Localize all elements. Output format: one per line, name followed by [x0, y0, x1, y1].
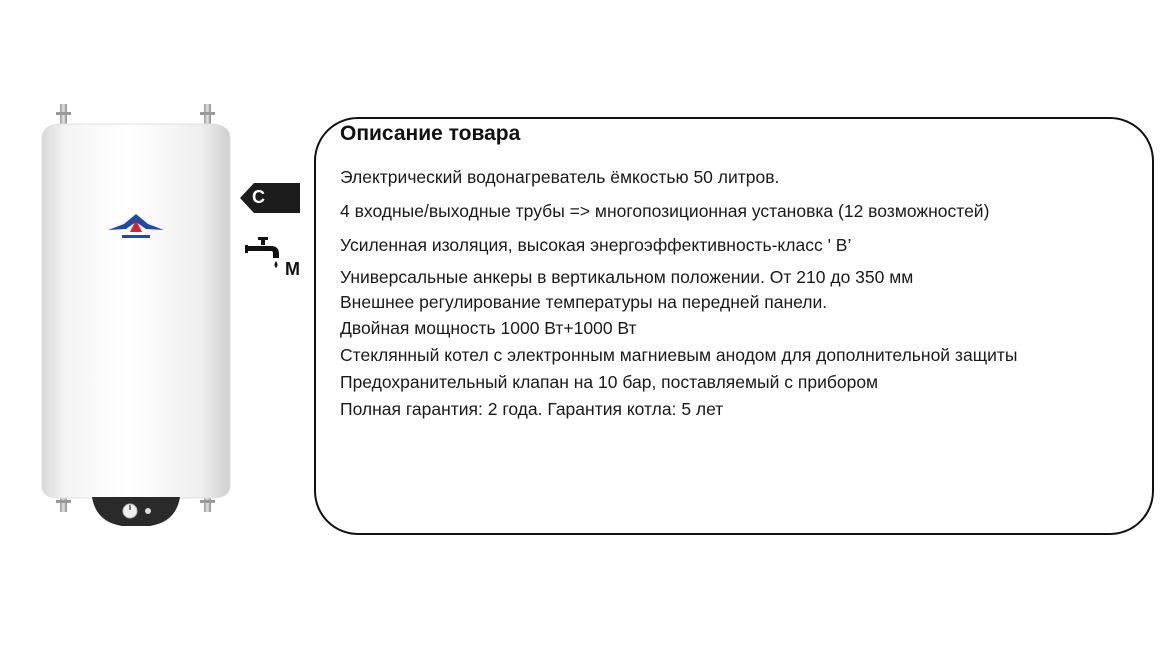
control-panel	[92, 497, 180, 526]
description-line: Усиленная изоляция, высокая энергоэффективность-класс ' B’	[340, 235, 852, 255]
tap-size-label: M	[285, 259, 300, 279]
description-line: Двойная мощность 1000 Вт+1000 Вт	[340, 318, 637, 338]
description-line: Внешнее регулирование температуры на передней панели.	[340, 292, 828, 312]
energy-class-badge	[240, 183, 300, 213]
description-line: Предохранительный клапан на 10 бар, поставляемый с прибором	[340, 372, 879, 392]
description-line: Стеклянный котел с электронным магниевым анодом для дополнительной защиты	[340, 345, 1018, 365]
description-title: Описание товара	[340, 122, 521, 145]
energy-arrow-icon	[240, 183, 300, 213]
water-heater-image	[0, 0, 320, 560]
description-line: Электрический водонагреватель ёмкостью 50 литров.	[340, 167, 780, 187]
energy-class-letter: C	[252, 187, 265, 207]
description-line: Универсальные анкеры в вертикальном положении. От 210 до 350 мм	[340, 267, 914, 287]
description-line: 4 входные/выходные трубы => многопозиционная установка (12 возможностей)	[340, 201, 990, 221]
water-tap-icon	[245, 237, 283, 269]
heater-body	[42, 124, 230, 498]
description-line: Полная гарантия: 2 года. Гарантия котла: 5 лет	[340, 399, 724, 419]
